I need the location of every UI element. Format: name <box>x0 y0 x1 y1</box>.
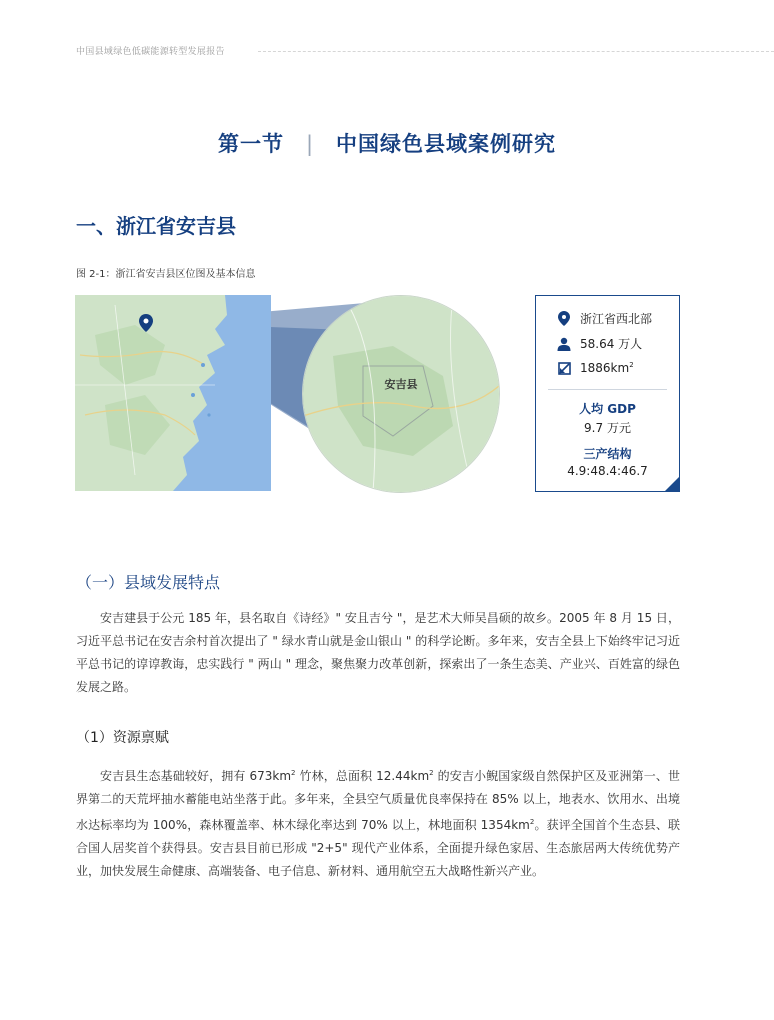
population-text: 58.64 万人 <box>580 337 643 351</box>
paragraph-resources: 安吉县生态基础较好，拥有 $673km^2$ 竹林，总面积 $12.44km^2$ 的安吉小鲵国家级自然保护区及亚洲第一、世界第二的天荒坪抽水蓄能电站坐落于此。多年来，全县空气质量优良率保持在 85% 以上，地表水、饮用水、出境水达标率均为 100%，森林覆盖率、林木绿化率达到 70% 以上，林地面积 $1354km^2$。获评全国首个生态县、联合国人居奖首个获得县。安吉县目前已形成 "2+5" 现代产业体系，全面提升绿色家居、生态旅居两大传统优势产业，加快发展生命健康、高端装备、电子信息、新材料、通用航空五大战略性新兴产业。 <box>76 769 681 878</box>
basic-info-card <box>535 295 680 492</box>
map-pin-icon <box>139 314 153 332</box>
structure-label: 三产结构 <box>583 447 632 461</box>
structure-value: 4.9:48.4:46.7 <box>567 464 648 478</box>
section-number: 第一节 <box>217 132 284 156</box>
info-divider <box>548 389 667 390</box>
anji-zoom-map <box>302 295 500 493</box>
location-pin-icon <box>556 311 572 327</box>
info-population <box>556 335 642 352</box>
paragraph-history: 安吉建县于公元 185 年，县名取自《诗经》" 安且吉兮 "，是艺术大师吴昌硕的故乡。2005 年 8 月 15 日，习近平总书记在安吉余村首次提出了 " 绿水青山就是金山银山 " 的科学论断。多年来，安吉全县上下始终牢记习近平总书记的谆谆教诲，忠实践行 " 两山 " 理念，聚焦聚力改革创新，探索出了一条生态美、产业兴、百姓富的绿色发展之路。 <box>76 611 680 694</box>
info-location <box>556 310 652 327</box>
area-icon <box>556 360 572 376</box>
zoom-label: 安吉县 <box>384 378 418 391</box>
heading-anji: 一、浙江省安吉县 <box>76 214 236 238</box>
info-area <box>556 360 634 376</box>
person-icon <box>556 336 572 352</box>
area-text: $1886km^2$ <box>580 361 634 375</box>
figure-caption: 图 2-1：浙江省安吉县区位图及基本信息 <box>76 269 256 280</box>
running-header: 中国县域绿色低碳能源转型发展报告 <box>76 47 225 57</box>
corner-fold <box>664 476 680 492</box>
heading-development-features: （一）县域发展特点 <box>76 573 221 592</box>
section-name: 中国绿色县域案例研究 <box>336 132 557 156</box>
section-separator: | <box>305 132 315 156</box>
heading-resources: （1）资源禀赋 <box>76 730 169 746</box>
location-text: 浙江省西北部 <box>580 312 653 326</box>
zhejiang-map <box>75 295 271 491</box>
gdp-value: 9.7 万元 <box>584 421 631 435</box>
gdp-label: 人均 GDP <box>579 402 636 416</box>
